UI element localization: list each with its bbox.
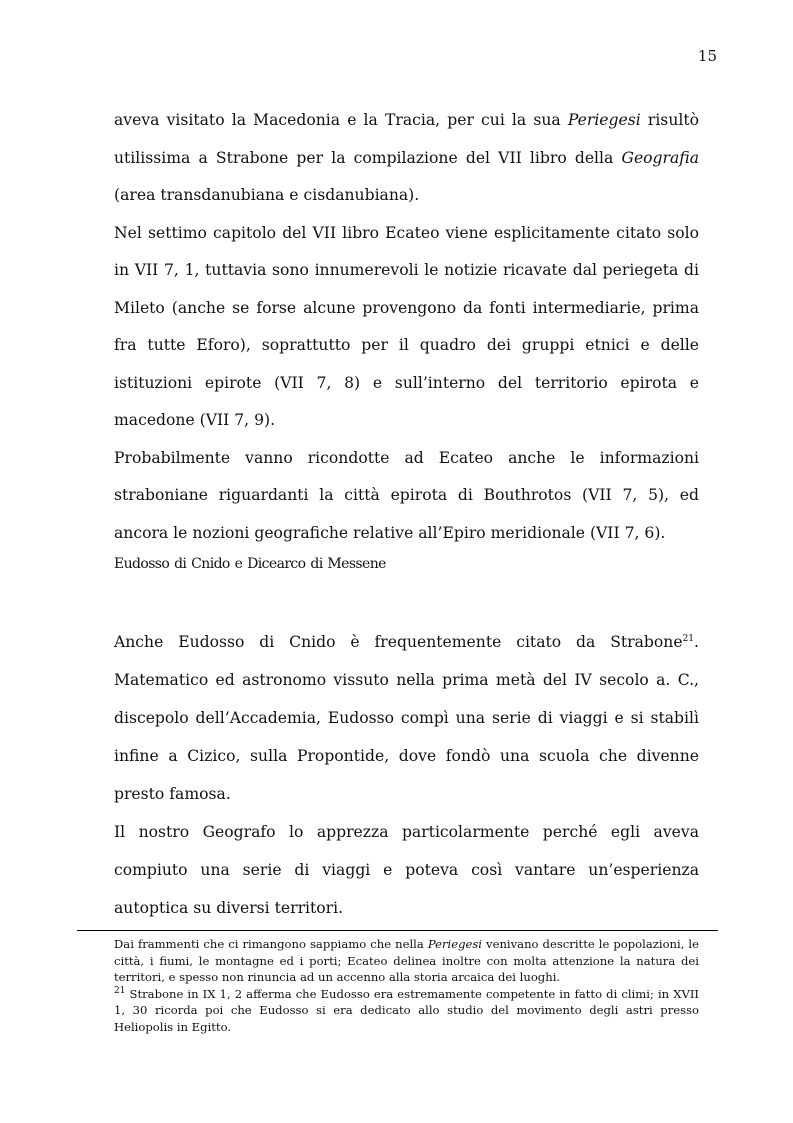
page-number: 15 [697, 47, 717, 65]
title-geografia: Geografia [621, 148, 699, 167]
section-heading: Eudosso di Cnido e Dicearco di Messene [114, 556, 386, 572]
footnote-21: $^{21}$ Strabone in IX 1, 2 afferma che Eudosso era estremamente competente in fatto di climi; in XVII 1, 30 ricorda poi che Eudosso si era dedicato allo studio del movimento degli astri presso Heliopolis in Egitto. [114, 985, 699, 1034]
paragraph-5: Il nostro Geografo lo apprezza particolarmente perché egli aveva compiuto una serie di viaggi e poteva così vantare un’esperienza autoptica su diversi territori. [114, 823, 699, 917]
paragraph-2: Nel settimo capitolo del VII libro Ecateo viene esplicitamente citato solo in VII 7, 1, tuttavia sono innumerevoli le notizie ricavate dal periegeta di Mileto (anche se forse alcune provengono da fonti intermediarie, prima fra tutte Eforo), soprattutto per il quadro dei gruppi etnici e delle istituzioni epirote (VII 7, 8) e sull’interno del territorio epirota e macedone (VII 7, 9). [114, 223, 699, 429]
paragraph-4: Anche Eudosso di Cnido è frequentemente citato da Strabone$^{21}$. Matematico ed astronomo vissuto nella prima metà del IV secolo a. C., discepolo dell’Accademia, Eudosso compì una serie di viaggi e si stabilì infine a Cizico, sulla Propontide, dove fondò una scuola che divenne presto famosa. [114, 633, 699, 803]
paragraph-1: aveva visitato la Macedonia e la Tracia, per cui la sua Periegesi risultò utilissima a Strabone per la compilazione del VII libro della Geografia (area transdanubiana e cisdanubiana). [114, 111, 699, 204]
footnote-ref-21[interactable]: 21 [682, 633, 695, 644]
footnote-continuation: Dai frammenti che ci rimangono sappiamo che nella Periegesi venivano descritte le popolazioni, le città, i fiumi, le montagne ed i porti; Ecateo delinea inoltre con molta attenzione la natura dei territori, e spesso non rinuncia ad un accenno alla storia arcaica dei luoghi. [114, 937, 699, 985]
paragraph-3: Probabilmente vanno ricondotte ad Ecateo anche le informazioni straboniane riguardanti la città epirota di Bouthrotos (VII 7, 5), ed ancora le nozioni geografiche relative all’Epiro meridionale (VII 7, 6). [114, 448, 699, 542]
footnote-divider [77, 930, 718, 931]
section-1-body [114, 102, 699, 552]
section-2-body [114, 623, 699, 927]
title-periegesi: Periegesi [567, 111, 641, 129]
footnotes [114, 936, 699, 1036]
footnote-number: 21 [114, 985, 126, 996]
